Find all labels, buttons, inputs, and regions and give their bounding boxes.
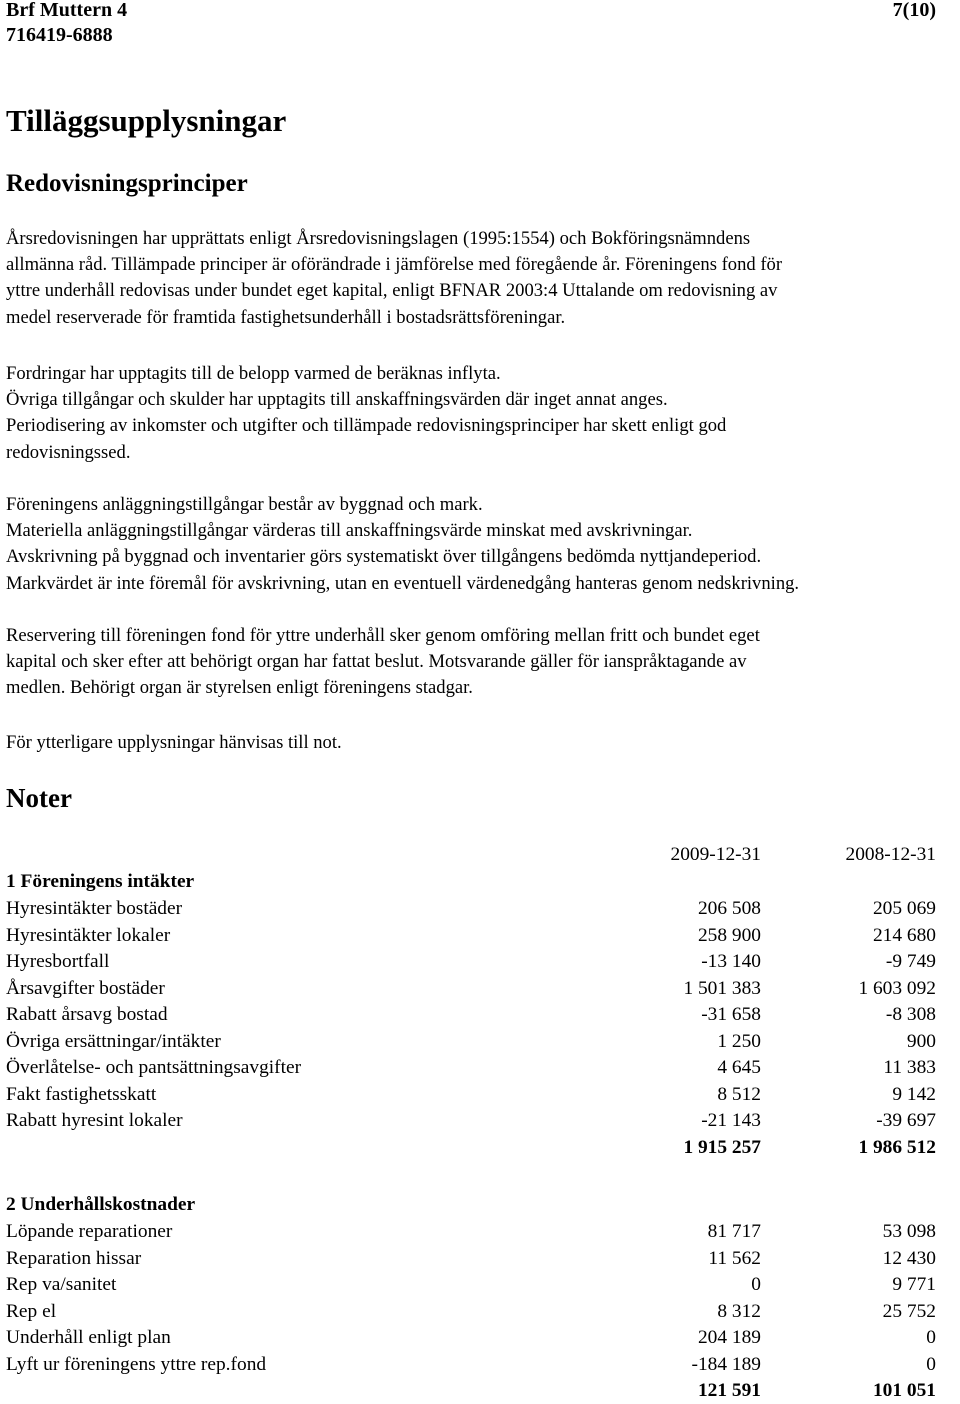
- table-row: [6, 923, 936, 949]
- notes-title: Noter: [6, 783, 72, 813]
- value-2009: 258 900: [697, 924, 761, 946]
- table-row: [6, 1299, 936, 1325]
- table-row: [6, 976, 936, 1002]
- value-2008: 0: [926, 1327, 936, 1348]
- page-title: Tilläggsupplysningar: [6, 103, 287, 138]
- total-2009: 121 591: [697, 1380, 761, 1401]
- text-line: Periodisering av inkomster och utgifter och tillämpade redovisningsprinciper har skett enligt god: [6, 415, 727, 437]
- value-2008: 12 430: [882, 1247, 936, 1269]
- text-line: Årsredovisningen har upprättats enligt Årsredovisningslagen (1995:1554) och Bokföringsnämndens: [6, 228, 751, 249]
- total-2008: 101 051: [872, 1380, 936, 1401]
- column-headers: [6, 842, 936, 868]
- text-line: Övriga tillgångar och skulder har upptagits till anskaffningsvärden där inget annat anges.: [6, 389, 668, 411]
- value-2008: 0: [926, 1353, 936, 1375]
- value-2008: -8 308: [885, 1004, 936, 1025]
- text-line: medlen. Behörigt organ är styrelsen enligt föreningens stadgar.: [6, 677, 473, 699]
- total-2009: 1 915 257: [683, 1136, 761, 1158]
- value-2009: 1 250: [717, 1030, 761, 1052]
- table-row: [6, 1055, 936, 1081]
- text-line: Föreningens anläggningstillgångar består av byggnad och mark.: [6, 494, 483, 515]
- paragraph-fixed-assets: [6, 492, 956, 597]
- total-row: [6, 1135, 936, 1161]
- row-label: Rep va/sanitet: [6, 1274, 117, 1295]
- text-line: Avskrivning på byggnad och inventarier görs systematiskt över tillgångens bedömda nyttjandeperiod.: [6, 546, 762, 568]
- table-row: [6, 1029, 936, 1055]
- total-2008: 1 986 512: [858, 1136, 936, 1158]
- row-label: Årsavgifter bostäder: [6, 977, 165, 999]
- total-row: [6, 1378, 936, 1404]
- value-2009: -21 143: [701, 1110, 761, 1131]
- text-line: yttre underhåll redovisas under bundet eget kapital, enligt BFNAR 2003:4 Uttalande om redovisning av: [6, 280, 778, 302]
- text-line: Reservering till föreningen fond för yttre underhåll sker genom omföring mellan fritt och bundet eget: [6, 625, 760, 646]
- value-2009: 11 562: [708, 1247, 761, 1269]
- paragraph-reserve: [6, 623, 956, 702]
- note-title-text: 2 Underhållskostnader: [6, 1194, 196, 1215]
- table-row: [6, 896, 936, 922]
- column-header-2008: 2008-12-31: [845, 844, 936, 865]
- value-2009: 204 189: [697, 1327, 761, 1348]
- value-2009: 0: [751, 1274, 761, 1295]
- table-row: [6, 1002, 936, 1028]
- value-2009: 1 501 383: [683, 977, 761, 999]
- value-2009: 8 312: [717, 1300, 761, 1322]
- value-2008: 900: [906, 1030, 936, 1052]
- row-label: Övriga ersättningar/intäkter: [6, 1030, 221, 1052]
- value-2008: 205 069: [872, 898, 936, 919]
- value-2009: -13 140: [701, 951, 761, 972]
- row-label: Rabatt årsavg bostad: [6, 1004, 168, 1025]
- table-row: [6, 1272, 936, 1298]
- value-2009: 206 508: [697, 898, 761, 919]
- table-row: [6, 949, 936, 975]
- paragraph-principles: [6, 226, 956, 331]
- paragraph-see-notes: [6, 730, 956, 756]
- value-2008: 1 603 092: [858, 977, 936, 999]
- value-2009: -184 189: [691, 1353, 761, 1375]
- row-label: Hyresintäkter bostäder: [6, 898, 183, 919]
- association-name: Brf Muttern 4: [6, 0, 128, 21]
- value-2008: 214 680: [872, 924, 936, 946]
- row-label: Reparation hissar: [6, 1247, 142, 1269]
- note-title-text: 1 Föreningens intäkter: [6, 871, 195, 892]
- section-title: Redovisningsprinciper: [6, 170, 248, 197]
- row-label: Underhåll enligt plan: [6, 1327, 171, 1348]
- value-2008: 9 771: [892, 1274, 936, 1295]
- table-row: [6, 1082, 936, 1108]
- text-line: redovisningssed.: [6, 441, 131, 463]
- row-label: Rep el: [6, 1300, 57, 1322]
- table-row: [6, 1219, 936, 1245]
- row-label: Fakt fastighetsskatt: [6, 1083, 157, 1105]
- paragraph-receivables: [6, 361, 956, 466]
- row-label: Hyresbortfall: [6, 951, 110, 972]
- text-line: För ytterligare upplysningar hänvisas till not.: [6, 732, 342, 753]
- text-line: Markvärdet är inte föremål för avskrivning, utan en eventuell värdenedgång hanteras genom nedskrivning.: [6, 572, 800, 594]
- note-title: [6, 869, 936, 895]
- text-line: kapital och sker efter att behörigt organ har fattat beslut. Motsvarande gäller för ianspråktagande av: [6, 651, 747, 673]
- table-row: [6, 1108, 936, 1134]
- column-header-2009: 2009-12-31: [670, 844, 761, 865]
- text-line: medel reserverade för framtida fastighetsunderhåll i bostadsrättsföreningar.: [6, 306, 566, 328]
- table-row: [6, 1325, 936, 1351]
- row-label: Hyresintäkter lokaler: [6, 924, 171, 946]
- text-line: Fordringar har upptagits till de belopp varmed de beräknas inflyta.: [6, 363, 501, 384]
- row-label: Löpande reparationer: [6, 1221, 173, 1242]
- value-2009: 81 717: [707, 1221, 761, 1242]
- value-2008: 53 098: [882, 1221, 936, 1242]
- org-number: 716419-6888: [6, 24, 113, 46]
- note-title: [6, 1192, 936, 1218]
- value-2009: 4 645: [717, 1057, 761, 1078]
- value-2009: 8 512: [717, 1083, 761, 1105]
- value-2009: -31 658: [701, 1004, 761, 1025]
- row-label: Överlåtelse- och pantsättningsavgifter: [6, 1057, 302, 1078]
- row-label: Rabatt hyresint lokaler: [6, 1110, 183, 1131]
- value-2008: -39 697: [876, 1110, 936, 1131]
- text-line: allmänna råd. Tillämpade principer är oförändrade i jämförelse med föregående år. Föreningens fond för: [6, 254, 783, 276]
- table-row: [6, 1352, 936, 1378]
- text-line: Materiella anläggningstillgångar värderas till anskaffningsvärde minskat med avskrivningar.: [6, 520, 693, 542]
- row-label: Lyft ur föreningens yttre rep.fond: [6, 1353, 267, 1375]
- value-2008: 25 752: [882, 1300, 936, 1322]
- value-2008: -9 749: [885, 951, 936, 972]
- value-2008: 11 383: [883, 1057, 936, 1078]
- value-2008: 9 142: [892, 1083, 936, 1105]
- page-number: 7(10): [892, 0, 936, 21]
- table-row: [6, 1246, 936, 1272]
